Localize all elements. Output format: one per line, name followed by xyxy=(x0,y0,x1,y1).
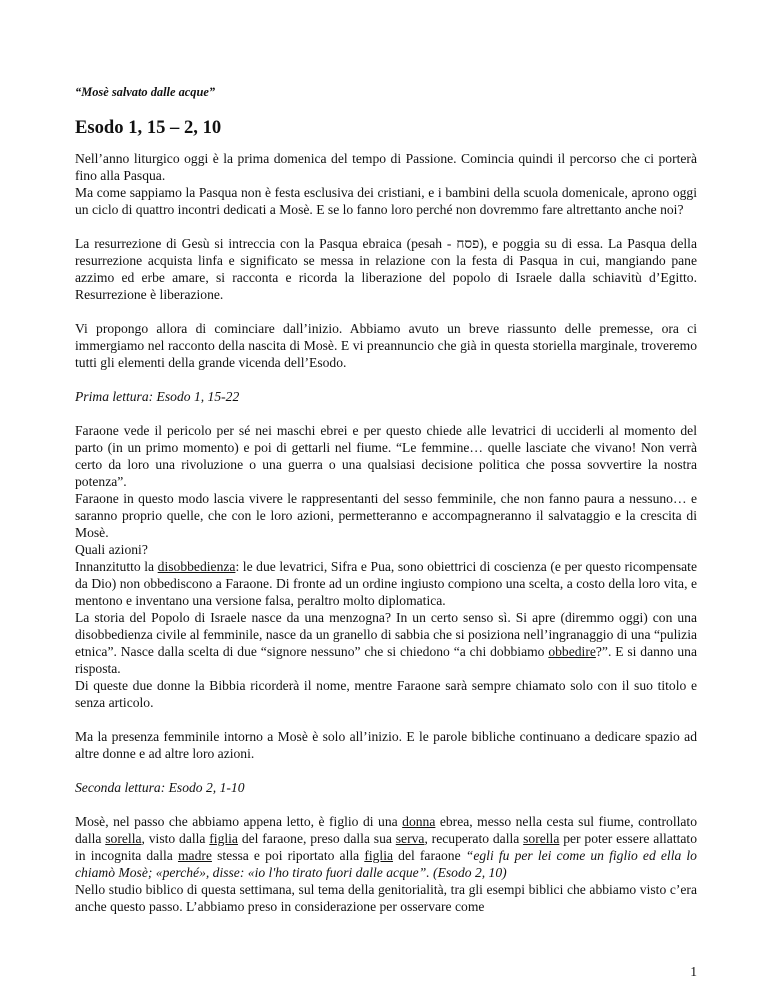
page-number: 1 xyxy=(690,964,697,979)
paragraph: Ma la presenza femminile intorno a Mosè è solo all’inizio. E le parole bibliche continuano a dedicare spazio ad altre donne e ad altre loro azioni. xyxy=(75,729,697,761)
paragraph: Vi propongo allora di cominciare dall’inizio. Abbiamo avuto un breve riassunto delle premesse, ora ci immergiamo nel racconto della nascita di Mosè. E vi preannuncio che già in questa storiella marginale, troveremo tutti gli elementi della grande vicenda dell’Esodo. xyxy=(75,321,697,370)
paragraph xyxy=(75,813,697,881)
paragraph: Nell’anno liturgico oggi è la prima domenica del tempo di Passione. Comincia quindi il percorso che ci porterà fino alla Pasqua. xyxy=(75,151,697,183)
underlined-word: donna xyxy=(402,814,436,829)
text-run: stessa e poi riportato alla xyxy=(211,848,365,863)
text-run: Innanzitutto la xyxy=(75,559,158,574)
text-run: La storia del Popolo di Israele nasce da una menzogna? In un certo senso sì. Si apre (diremmo oggi) con una disobbedienza civile al femminile, nasce da un granello di sabbia che si posiziona nell’ingranaggio di una “pulizia etnica”. Nasce dalla scelta di due “signore nessuno” che si chiedono “a chi dobbiamo xyxy=(75,610,697,659)
document-heading: Esodo 1, 15 – 2, 10 xyxy=(75,117,222,138)
paragraph: Nello studio biblico di questa settimana, sul tema della genitorialità, tra gli esempi biblici che abbiamo visto c’era anche questo passo. L’abbiamo preso in considerazione per osservare come xyxy=(75,882,697,914)
underlined-word: serva xyxy=(395,831,425,846)
text-run: ?”. E si danno una risposta. xyxy=(75,644,697,676)
underlined-word: sorella xyxy=(105,831,142,846)
paragraph xyxy=(75,609,697,677)
underlined-word: obbedire xyxy=(548,644,596,659)
document-page xyxy=(75,84,697,915)
paragraph xyxy=(75,558,697,609)
paragraph: Quali azioni? xyxy=(75,542,148,557)
underlined-word: disobbedienza xyxy=(157,559,236,574)
reading-title: Seconda lettura: Esodo 2, 1-10 xyxy=(75,780,245,795)
underlined-word: madre xyxy=(177,848,212,863)
paragraph: Faraone vede il pericolo per sé nei maschi ebrei e per questo chiede alle levatrici di ucciderli al momento del parto (in un primo momento) e poi di gettarli nel fiume. “Le femmine… quelle lasciate che vivano! Non verrà certo da loro una rivoluzione o una guerra o una qualsiasi decisione politica che possa sovvertire la nostra potenza”. xyxy=(75,423,697,489)
underlined-word: sorella xyxy=(523,831,560,846)
text-run: ebrea, messo nella cesta sul fiume, controllato dalla xyxy=(75,814,697,846)
document-subtitle: “Mosè salvato dalle acque” xyxy=(75,85,216,99)
paragraph: Faraone in questo modo lascia vivere le rappresentanti del sesso femminile, che non fanno paura a nessuno… e saranno proprio quelle, che con le loro azioni, permetteranno e accompagneranno il salvataggio e la crescita di Mosè. xyxy=(75,491,697,540)
underlined-word: figlia xyxy=(364,848,394,863)
text-run: , recuperato dalla xyxy=(424,831,524,846)
text-run: del faraone, preso dalla sua xyxy=(237,831,396,846)
quote: “egli fu per lei come un figlio ed ella lo chiamò Mosè; «perché», disse: «io l'ho tirato fuori dalle acque”. (Esodo 2, 10) xyxy=(75,848,697,880)
reading-title: Prima lettura: Esodo 1, 15-22 xyxy=(75,389,240,404)
text-run: , visto dalla xyxy=(141,831,210,846)
text-run: per poter essere allattato in incognita dalla xyxy=(75,831,697,863)
paragraph: La resurrezione di Gesù si intreccia con la Pasqua ebraica (pesah - פסח), e poggia su di essa. La Pasqua della resurrezione acquista linfa e significato se messa in relazione con la festa di Pasqua in cui, mangiando pane azzimo ed erbe amare, si racconta e ricorda la liberazione del popolo di Israele dalla schiavitù d’Egitto. Resurrezione è liberazione. xyxy=(75,236,697,302)
paragraph: Ma come sappiamo la Pasqua non è festa esclusiva dei cristiani, e i bambini della scuola domenicale, aprono oggi un ciclo di quattro incontri dedicati a Mosè. E se lo fanno loro perché non dovremmo fare altrettanto anche noi? xyxy=(75,185,697,217)
text-run: : le due levatrici, Sifra e Pua, sono obiettrici di coscienza (e per questo ricompensate da Dio) non obbediscono a Faraone. Di fronte ad un ordine ingiusto compiono una scelta, a costo della loro vita, e mentono e inventano una versione falsa, peraltro molto diplomatica. xyxy=(75,559,697,608)
paragraph: Di queste due donne la Bibbia ricorderà il nome, mentre Faraone sarà sempre chiamato solo con il suo titolo e senza articolo. xyxy=(75,678,697,710)
underlined-word: figlia xyxy=(209,831,238,846)
text-run: Mosè, nel passo che abbiamo appena letto, è figlio di una xyxy=(75,814,403,829)
text-run: del faraone xyxy=(393,848,466,863)
